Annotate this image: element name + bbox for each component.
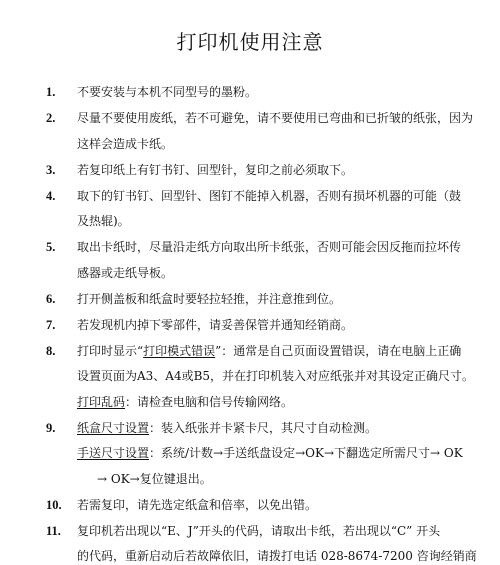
item-text-suffix: ：装入纸张并卡紧卡尺，其尺寸自动检测。 <box>149 420 378 435</box>
item-number: 9. <box>46 420 56 435</box>
item-number: 5. <box>46 240 56 254</box>
item-text-continued: 的代码，重新启动后若故障依旧，请拨打电话 028-8674-7200 咨询经销商 <box>77 549 477 563</box>
item-text-continued: 这样会造成卡纸。 <box>77 136 174 151</box>
item-text: 不要安装与本机不同型号的墨粉。 <box>77 85 258 99</box>
item-number: 6. <box>46 291 56 306</box>
item-text: 取出卡纸时，尽量沿走纸方向取出所卡纸张，否则可能会因反拖而拉坏传 <box>77 240 462 254</box>
list-item-11 <box>0 519 500 565</box>
item-subtext-continued: → OK→复位键退出。 <box>97 471 212 486</box>
page-title: 打印机使用注意 <box>176 30 324 54</box>
list-item-4 <box>0 184 500 235</box>
item-text-prefix: 打印时显示“ <box>77 343 144 358</box>
item-number: 8. <box>46 343 56 358</box>
underlined-term-print-mode-error: 打印模式错误 <box>143 343 216 358</box>
list-item-7 <box>0 313 500 339</box>
list-item-9 <box>0 416 500 493</box>
item-number: 11. <box>46 523 61 538</box>
list-item-6 <box>0 287 500 313</box>
item-number: 10. <box>46 497 62 512</box>
list-item-8 <box>0 339 500 416</box>
list-item-10 <box>0 493 500 519</box>
item-subtext-suffix: ：请检查电脑和信号传输网络。 <box>125 394 294 409</box>
notice-list <box>0 80 500 565</box>
item-number: 2. <box>46 111 56 125</box>
list-item-5 <box>0 235 500 286</box>
item-text: 打开侧盖板和纸盒时要轻拉轻推，并注意推到位。 <box>77 291 342 306</box>
item-text <box>77 339 474 365</box>
item-text: 取下的钉书钉、回型针、图钉不能掉入机器，否则有损坏机器的可能（鼓 <box>77 188 462 203</box>
item-text: 若发现机内掉下零部件，请妥善保管并通知经销商。 <box>77 317 354 332</box>
item-text: 复印机若出现以“E、J”开头的代码，请取出卡纸，若出现以“C” 开头 <box>77 523 441 538</box>
item-number: 4. <box>46 188 56 203</box>
list-item-2 <box>0 106 500 157</box>
item-text: 尽量不要使用废纸，若不可避免，请不要使用已弯曲和已折皱的纸张，因为 <box>77 111 474 125</box>
item-number: 1. <box>46 85 56 99</box>
item-subtext <box>77 441 474 467</box>
item-subtext <box>77 390 474 416</box>
underlined-term-garbled-print: 打印乱码 <box>77 394 126 409</box>
item-number: 3. <box>46 162 56 177</box>
list-item-1 <box>0 80 500 106</box>
underlined-term-manual-size: 手送尺寸设置 <box>77 446 150 460</box>
item-text: 若复印纸上有钉书钉、回型针，复印之前必须取下。 <box>77 162 354 177</box>
item-text-continued: 设置页面为A3、A4或B5，并在打印机装入对应纸张并对其设定正确尺寸。 <box>77 369 475 383</box>
list-item-3 <box>0 158 500 184</box>
item-text: 若需复印，请先选定纸盒和倍率，以免出错。 <box>77 497 318 512</box>
item-number: 7. <box>46 317 56 332</box>
item-subtext-suffix: ：系统/计数→手送纸盘设定→OK→下翻选定所需尺寸→ OK <box>149 446 463 460</box>
item-text-continued: 感器或走纸导板。 <box>77 265 174 280</box>
item-text <box>77 416 474 442</box>
item-text-continued: 及热辊)。 <box>77 214 130 228</box>
item-text-suffix: ”：通常是自己页面设置错误，请在电脑上正确 <box>215 343 462 358</box>
underlined-term-tray-size: 纸盒尺寸设置 <box>77 420 150 435</box>
